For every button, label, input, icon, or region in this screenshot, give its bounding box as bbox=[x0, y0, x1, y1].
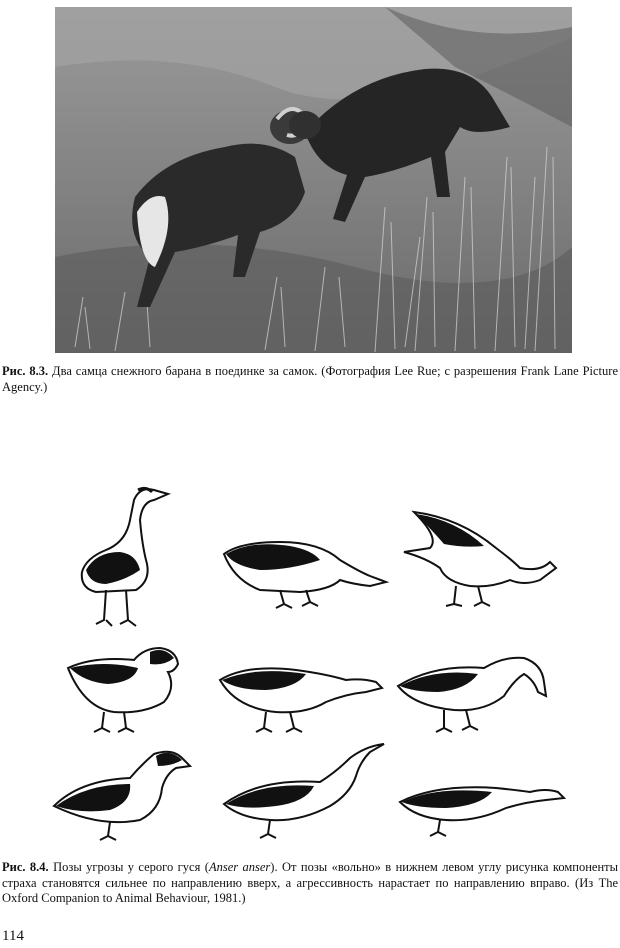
goose-neck-bent-down-icon bbox=[394, 650, 554, 740]
goose-neck-stretched-forward-icon bbox=[396, 778, 566, 838]
figure-8-4-geese-drawing bbox=[40, 472, 580, 842]
goose-neck-retracted-upright-icon bbox=[50, 744, 200, 844]
figure-8-4-caption bbox=[2, 860, 618, 907]
page-number: 114 bbox=[2, 928, 24, 944]
goose-wings-raised-head-low-icon bbox=[400, 508, 560, 608]
figure-8-4-species-name: Anser anser bbox=[208, 860, 271, 874]
figure-8-4-label: Рис. 8.4. bbox=[2, 860, 49, 874]
goose-head-forward-icon bbox=[216, 658, 386, 738]
bighorn-rams-fighting-photo-icon bbox=[55, 7, 572, 353]
figure-8-3-photo bbox=[55, 7, 572, 353]
goose-head-low-forward-icon bbox=[220, 530, 390, 610]
figure-8-4-caption-text-before: Позы угрозы у серого гуся ( bbox=[48, 860, 209, 874]
goose-neck-retracted-icon bbox=[64, 638, 184, 738]
goose-neck-stretched-up-icon bbox=[220, 742, 390, 842]
figure-8-3-label: Рис. 8.3. bbox=[2, 364, 49, 378]
goose-upright-alert-icon bbox=[76, 480, 176, 630]
figure-8-3-caption bbox=[2, 364, 618, 395]
figure-8-3-caption-text: Два самца снежного барана в поединке за самок. (Фотография Lee Rue; с разрешения Frank Lane Picture Agency.) bbox=[2, 364, 618, 394]
figure-8-4-caption-text-after: ). От позы «вольно» в нижнем левом углу рисунка компоненты страха становятся сильнее по направлению вверх, а агрессивность нарастает по направлению вправо. (Из The Oxford Companion to Animal Behaviour, 1981.) bbox=[2, 860, 618, 905]
